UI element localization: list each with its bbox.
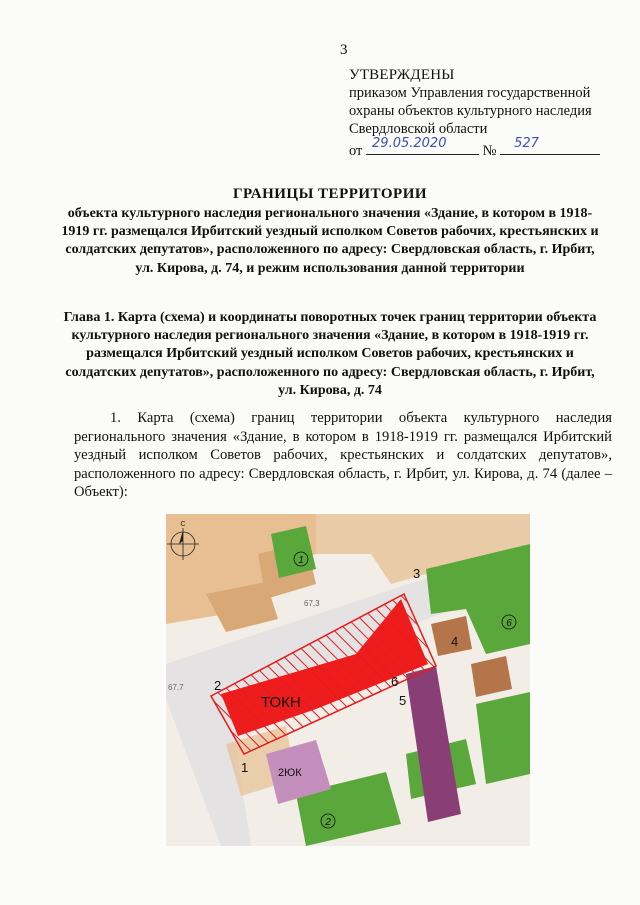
point-label-5: 5 xyxy=(399,693,407,708)
point-label-6: 6 xyxy=(391,674,399,689)
object-label: ТОКН xyxy=(261,694,301,711)
page-number: 3 xyxy=(340,42,348,58)
svg-text:1: 1 xyxy=(298,555,304,566)
approval-line-3: Свердловской области xyxy=(349,121,488,137)
approval-line-1: приказом Управления государственной xyxy=(349,85,591,101)
chapter-title: Глава 1. Карта (схема) и координаты поворотных точек границ территории объекта культурного наследия регионального значения «Здание, в котором в 1918-1919 гг. размещался Ирбитский уездный исполком Советов рабочих, крестьянских и солдатских депутатов», расположенного по адресу: Свердловская область, г. Ирбит, ул. Кирова, д. 74 xyxy=(63,310,597,398)
svg-text:С: С xyxy=(180,521,186,528)
point-label-4: 4 xyxy=(451,634,459,649)
date-prefix: от xyxy=(349,143,363,159)
point-label-2: 2 xyxy=(214,678,222,693)
point-label-3: 3 xyxy=(413,566,421,581)
date-field xyxy=(366,138,479,155)
document-title: ГРАНИЦЫ ТЕРРИТОРИИ xyxy=(232,186,428,202)
approval-title: УТВЕРЖДЕНЫ xyxy=(349,67,455,83)
handwritten-date: 29.05.2020 xyxy=(372,136,447,151)
elevation-label-1: 67.3 xyxy=(304,599,320,608)
svg-text:2: 2 xyxy=(325,817,331,828)
elevation-label-2: 67.7 xyxy=(168,683,184,692)
territory-map xyxy=(166,514,530,846)
paragraph-1 xyxy=(74,409,612,502)
svg-text:6: 6 xyxy=(506,618,512,629)
approval-block xyxy=(349,66,600,160)
number-prefix: № xyxy=(482,143,497,159)
approval-date-line xyxy=(349,138,600,160)
building-label: 2ЮК xyxy=(278,767,302,779)
handwritten-number: 527 xyxy=(514,136,539,151)
paragraph-text: 1. Карта (схема) границ территории объекта культурного наследия регионального значения «Здание, в котором в 1918-1919 гг. размещался Ирбитский уездный исполком Советов рабочих, крестьянских и солдатских депутатов», расположенного по адресу: Свердловская область, г. Ирбит, ул. Кирова, д. 74 (далее – Объект): xyxy=(74,410,612,500)
point-label-1: 1 xyxy=(241,760,249,775)
number-field xyxy=(500,138,600,155)
document-subtitle: объекта культурного наследия регионального значения «Здание, в котором в 1918-1919 гг. размещался Ирбитский уездный исполком Советов рабочих, крестьянских и солдатских депутатов», расположенного по адресу: Свердловская область, г. Ирбит, ул. Кирова, д. 74, и режим использования данной территории xyxy=(61,206,599,276)
approval-line-2: охраны объектов культурного наследия xyxy=(349,103,592,119)
